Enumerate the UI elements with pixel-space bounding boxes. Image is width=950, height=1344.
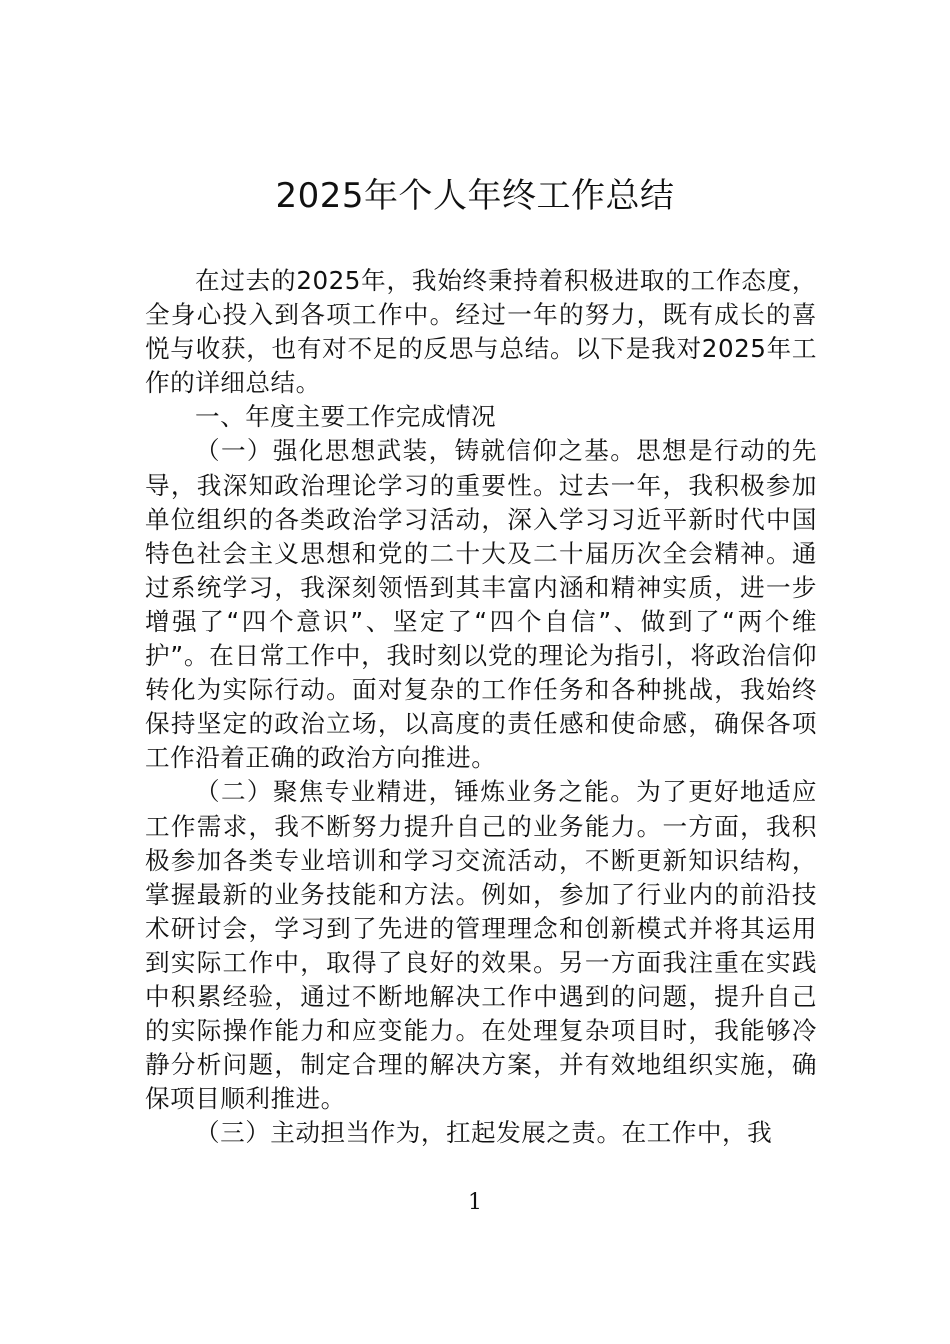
document-title: 2025年个人年终工作总结 xyxy=(275,176,675,216)
document-body xyxy=(145,264,817,1150)
intro-paragraph: 在过去的2025年，我始终秉持着积极进取的工作态度，全身心投入到各项工作中。经过一年的努力，既有成长的喜悦与收获，也有对不足的反思与总结。以下是我对2025年工作的详细总结。 xyxy=(145,266,817,398)
section-heading: 一、年度主要工作完成情况 xyxy=(195,402,497,432)
subsection-paragraph-1: （一）强化思想武装，铸就信仰之基。思想是行动的先导，我深知政治理论学习的重要性。过去一年，我积极参加单位组织的各类政治学习活动，深入学习习近平新时代中国特色社会主义思想和党的二十大及二十届历次全会精神。通过系统学习，我深刻领悟到其丰富内涵和精神实质，进一步增强了“四个意识”、坚定了“四个自信”、做到了“两个维护”。在日常工作中，我时刻以党的理论为指引，将政治信仰转化为实际行动。面对复杂的工作任务和各种挑战，我始终保持坚定的政治立场，以高度的责任感和使命感，确保各项工作沿着正确的政治方向推进。 xyxy=(145,436,817,773)
subsection-paragraph-3: （三）主动担当作为，扛起发展之责。在工作中，我 xyxy=(195,1118,773,1148)
subsection-paragraph-2: （二）聚焦专业精进，锤炼业务之能。为了更好地适应工作需求，我不断努力提升自己的业务能力。一方面，我积极参加各类专业培训和学习交流活动，不断更新知识结构，掌握最新的业务技能和方法。例如，参加了行业内的前沿技术研讨会，学习到了先进的管理理念和创新模式并将其运用到实际工作中，取得了良好的效果。另一方面我注重在实践中积累经验，通过不断地解决工作中遇到的问题，提升自己的实际操作能力和应变能力。在处理复杂项目时，我能够冷静分析问题，制定合理的解决方案，并有效地组织实施，确保项目顺利推进。 xyxy=(145,777,817,1114)
page-number: 1 xyxy=(468,1190,482,1215)
